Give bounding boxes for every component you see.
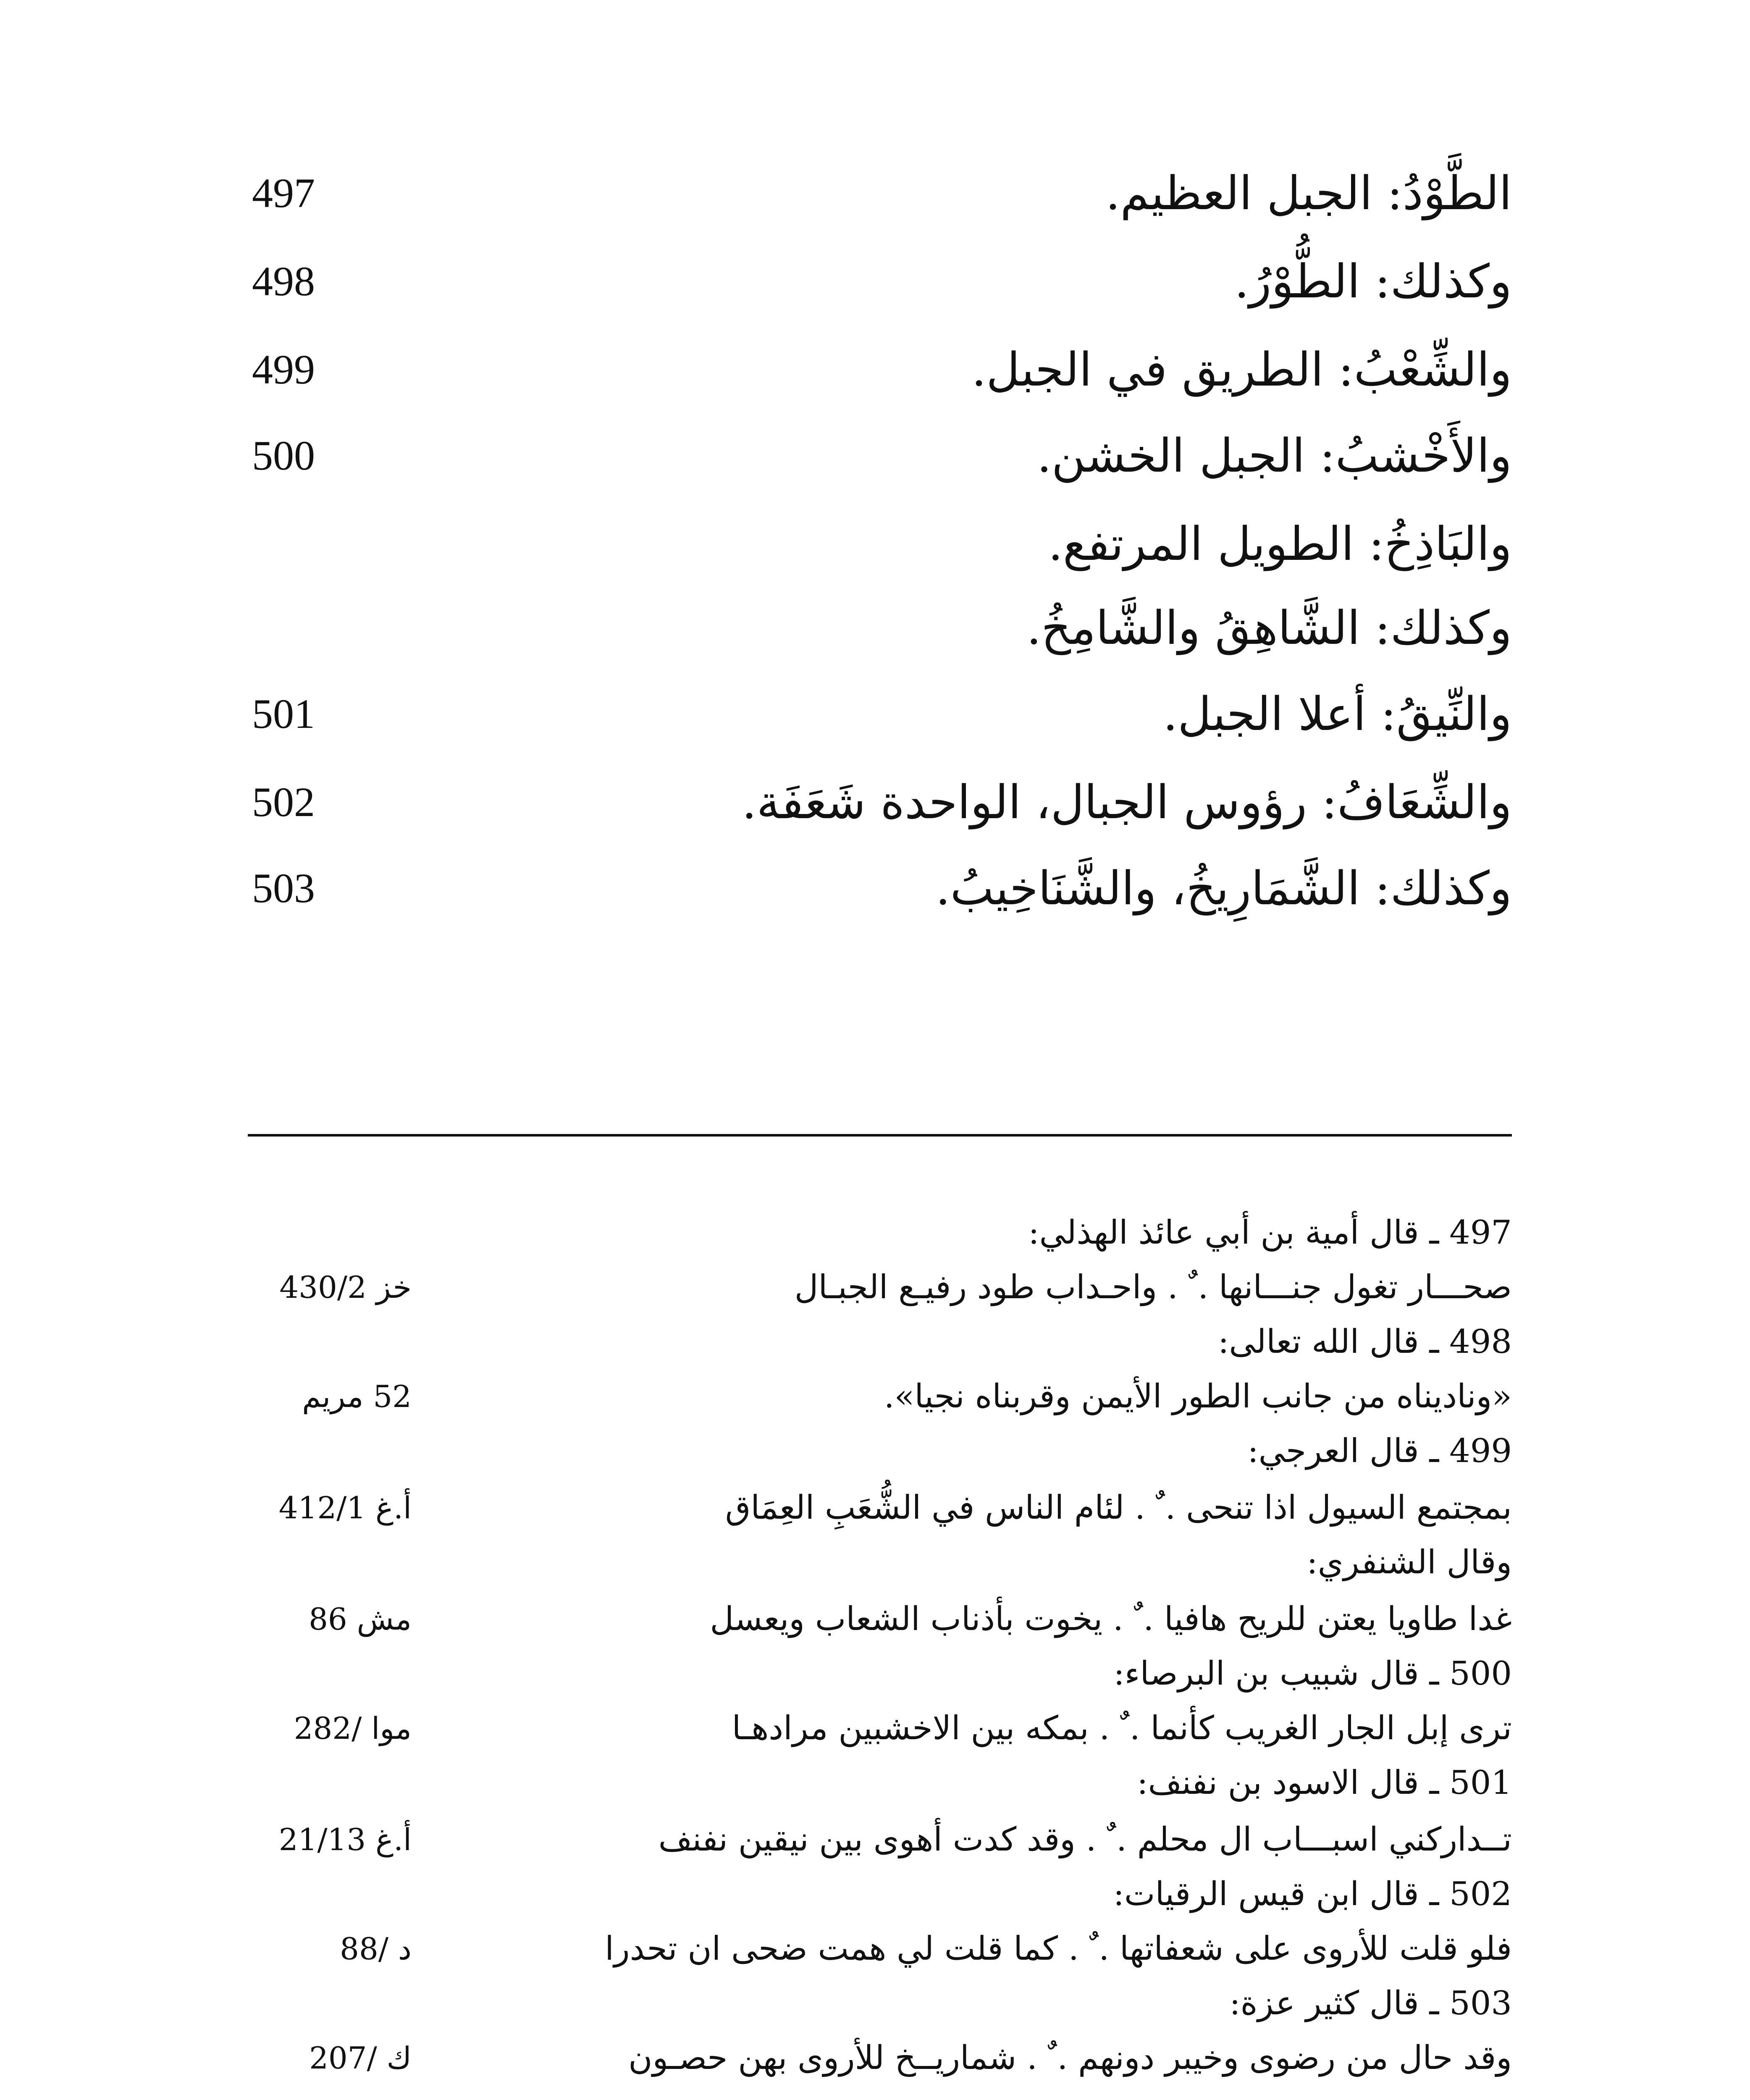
- entry-text: والبَاذِخُ: الطويل المرتفع.: [1048, 517, 1512, 571]
- footnote-text: 499 ـ قال العرجي:: [1247, 1432, 1512, 1470]
- footnote-source: 52 مريم: [302, 1379, 412, 1414]
- entry-line: [235, 414, 1512, 498]
- entry-line: [235, 846, 1512, 930]
- footnote-source: أ.غ 21/13: [278, 1822, 412, 1857]
- entry-text: والشِّعْبُ: الطريق في الجبل.: [971, 343, 1512, 396]
- footnote-text: «وناديناه من جانب الطور الأيمن وقربناه نجيا».: [884, 1378, 1512, 1415]
- footnote-line: [235, 1594, 1512, 1644]
- entry-number: 500: [252, 432, 315, 479]
- footnote-line: [235, 1703, 1512, 1754]
- footnote-line: [235, 1371, 1512, 1422]
- footnote-text: صحـــار تغول جنـــانها . ٌ . واحـداب طود رفيـع الجبـال: [794, 1268, 1512, 1306]
- footnote-text: 498 ـ قال الله تعالى:: [1218, 1323, 1512, 1361]
- footnote-line: [235, 1758, 1512, 1808]
- entry-line: [235, 328, 1512, 412]
- footnote-line: [235, 1483, 1512, 1533]
- footnote-line: [235, 1426, 1512, 1476]
- entry-text: الطَّوْدُ: الجبل العظيم.: [1105, 166, 1512, 220]
- footnote-line: [235, 1978, 1512, 2029]
- footnote-line: [235, 1648, 1512, 1699]
- footnote-line: [235, 1869, 1512, 1919]
- footnote-text: وقال الشنفري:: [1307, 1544, 1512, 1581]
- footnote-text: فلو قلت للأروى على شعفاتها . ٌ . كما قلت لي همت ضحى ان تحدرا: [605, 1930, 1512, 1968]
- footnote-source: خز 430/2: [279, 1270, 412, 1305]
- entry-number: 497: [252, 170, 315, 216]
- footnote-text: 503 ـ قال كثير عزة:: [1229, 1984, 1512, 2022]
- entry-line: [235, 672, 1512, 756]
- footnote-text: 497 ـ قال أمية بن أبي عائذ الهذلي:: [1028, 1214, 1512, 1252]
- footnote-source: ك /207: [309, 2040, 412, 2076]
- footnote-text: تــداركني اسبـــاب ال محلم . ٌ . وقد كدت أهوى بين نيقين نفنف: [658, 1821, 1512, 1858]
- footnote-text: ترى إبل الجار الغريب كأنما . ٌ . بمكه بين الاخشبين مرادهـا: [732, 1709, 1512, 1747]
- footnote-line: [235, 1924, 1512, 1974]
- entry-number: 501: [252, 690, 315, 737]
- footnote-text: بمجتمع السيول اذا تنحى . ٌ . لئام الناس في الشُّعَبِ العِمَاق: [725, 1489, 1512, 1527]
- footnote-line: [235, 1537, 1512, 1588]
- entry-line: [235, 151, 1512, 235]
- entry-text: والأَخْشبُ: الجبل الخشن.: [1036, 429, 1512, 483]
- footnote-line: [235, 1814, 1512, 1865]
- footnote-source: مش 86: [309, 1601, 412, 1637]
- footnote-line: [235, 2033, 1512, 2083]
- footnote-text: 502 ـ قال ابن قيس الرقيات:: [1113, 1875, 1512, 1913]
- entry-text: والشِّعَافُ: رؤوس الجبال، الواحدة شَعَفَة.: [742, 775, 1512, 829]
- footnote-line: [235, 1262, 1512, 1312]
- entry-text: وكذلك: الطُّوْرُ.: [1234, 255, 1512, 308]
- footnote-divider: [248, 1134, 1512, 1137]
- footnote-line: [235, 1208, 1512, 1258]
- entry-number: 502: [252, 779, 315, 825]
- entry-line: [235, 239, 1512, 323]
- footnote-source: د /88: [340, 1931, 412, 1966]
- footnote-text: 500 ـ قال شبيب بن البرصاء:: [1113, 1655, 1512, 1693]
- footnote-text: 501 ـ قال الاسود بن نفنف:: [1137, 1764, 1512, 1802]
- footnote-text: غدا طاويا يعتن للريح هافيا . ٌ . يخوت بأذناب الشعاب ويعسل: [710, 1600, 1512, 1638]
- entry-line: [235, 760, 1512, 844]
- footnote-line: [235, 1317, 1512, 1367]
- entry-text: وكذلك: الشَّاهِقُ والشَّامِخُ.: [1026, 601, 1512, 655]
- footnote-source: أ.غ 412/1: [278, 1490, 412, 1525]
- entry-text: وكذلك: الشَّمَارِيخُ، والشَّنَاخِيبُ.: [935, 861, 1512, 915]
- entry-line: [235, 586, 1512, 670]
- entry-text: والنِّيقُ: أعلا الجبل.: [1163, 687, 1512, 741]
- entry-line: [235, 502, 1512, 586]
- entry-number: 503: [252, 865, 315, 911]
- entry-number: 498: [252, 258, 315, 304]
- footnote-text: وقد حال من رضوى وخيبر دونهم . ٌ . شماريــخ للأروى بهن حصـون: [628, 2039, 1512, 2077]
- entry-number: 499: [252, 346, 315, 393]
- footnote-source: موا /282: [294, 1711, 412, 1746]
